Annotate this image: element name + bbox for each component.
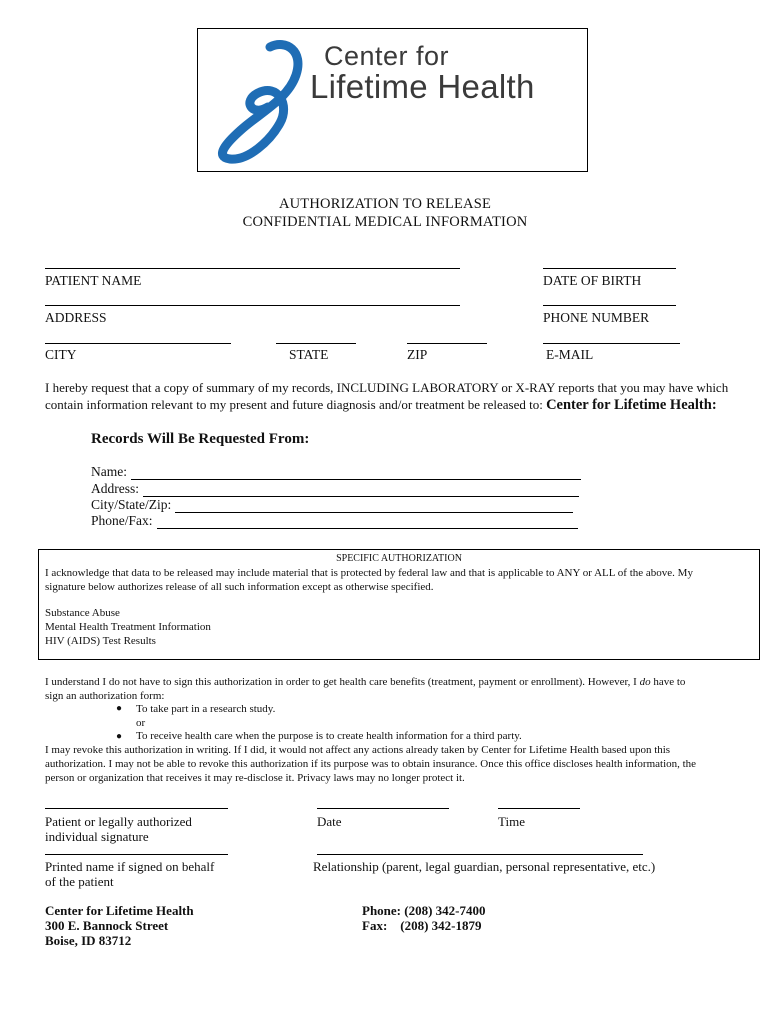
state-label: STATE xyxy=(289,347,329,362)
understanding-line1-part2: have to xyxy=(650,676,686,688)
logo-text-line2: Lifetime Health xyxy=(310,68,535,105)
specific-authorization-heading: SPECIFIC AUTHORIZATION xyxy=(336,553,462,564)
form-title-line2: CONFIDENTIAL MEDICAL INFORMATION xyxy=(242,214,528,230)
auth-item-hiv-test[interactable]: HIV (AIDS) Test Results xyxy=(45,635,156,647)
date-of-birth-line[interactable] xyxy=(543,268,676,269)
zip-label: ZIP xyxy=(407,347,428,362)
address-line[interactable] xyxy=(45,305,460,306)
records-city-field[interactable] xyxy=(175,501,573,513)
records-name-row xyxy=(91,464,581,480)
specific-authorization-line2: signature below authorizes release of all such information except as otherwise specified. xyxy=(45,581,434,593)
patient-signature-label1: Patient or legally authorized xyxy=(45,814,192,829)
understanding-bullet2: To receive health care when the purpose is to create health information for a third party. xyxy=(136,730,522,742)
revoke-line1: I may revoke this authorization in writing. If I did, it would not affect any actions already taken by Center for Lifetime Health based upon this xyxy=(45,744,671,756)
bullet-dot-icon: ● xyxy=(116,703,123,714)
specific-authorization-line1: I acknowledge that data to be released may include material that is protected by federal law and that is applicable to ANY or ALL of the above. My xyxy=(45,567,693,579)
specific-authorization-box xyxy=(38,549,760,660)
city-line[interactable] xyxy=(45,343,231,344)
phone-number-label: PHONE NUMBER xyxy=(543,310,650,325)
understanding-line1 xyxy=(45,675,685,689)
auth-item-substance-abuse[interactable]: Substance Abuse xyxy=(45,607,120,619)
records-name-label: Name: xyxy=(91,464,127,479)
zip-line[interactable] xyxy=(407,343,487,344)
footer-street: 300 E. Bannock Street xyxy=(45,918,169,933)
understanding-line1-part1: I understand I do not have to sign this authorization in order to get health care benefits (treatment, payment or enrollment). However, I xyxy=(45,676,640,688)
patient-signature-label2: individual signature xyxy=(45,829,149,844)
request-recipient: Center for Lifetime Health: xyxy=(546,397,717,413)
records-address-row xyxy=(91,481,579,497)
request-text-body: contain information relevant to my present and future diagnosis and/or treatment be released to: xyxy=(45,397,543,412)
footer-phone: Phone: (208) 342-7400 xyxy=(362,903,486,918)
time-signature-line[interactable] xyxy=(498,808,580,809)
footer-city: Boise, ID 83712 xyxy=(45,933,132,948)
understanding-or: or xyxy=(136,717,146,729)
email-label: E-MAIL xyxy=(546,347,594,362)
understanding-emphasis: do xyxy=(639,676,651,688)
date-label: Date xyxy=(317,814,342,829)
records-section-title: Records Will Be Requested From: xyxy=(91,431,310,447)
date-signature-line[interactable] xyxy=(317,808,449,809)
revoke-line2: authorization. I may not be able to revoke this authorization if its purpose was to obtain insurance. Once this office discloses health information, the xyxy=(45,758,697,770)
records-phone-row xyxy=(91,513,578,529)
date-of-birth-label: DATE OF BIRTH xyxy=(543,273,642,288)
address-label: ADDRESS xyxy=(45,310,107,325)
request-text-line1: I hereby request that a copy of summary of my records, INCLUDING LABORATORY or X-RAY reports that you may have which xyxy=(45,380,729,395)
relationship-line[interactable] xyxy=(317,854,643,855)
records-city-row xyxy=(91,497,573,513)
request-text-line2 xyxy=(45,396,760,414)
printed-name-label2: of the patient xyxy=(45,874,114,889)
auth-item-mental-health[interactable]: Mental Health Treatment Information xyxy=(45,621,211,633)
records-phone-field[interactable] xyxy=(157,517,578,529)
records-name-field[interactable] xyxy=(131,468,581,480)
phone-number-line[interactable] xyxy=(543,305,676,306)
patient-name-line[interactable] xyxy=(45,268,460,269)
footer-fax: Fax: (208) 342-1879 xyxy=(362,918,482,933)
logo-box xyxy=(197,28,588,172)
records-address-label: Address: xyxy=(91,481,139,496)
patient-signature-line[interactable] xyxy=(45,808,228,809)
state-line[interactable] xyxy=(276,343,356,344)
records-phone-label: Phone/Fax: xyxy=(91,513,153,528)
printed-name-line[interactable] xyxy=(45,854,228,855)
understanding-bullet1: To take part in a research study. xyxy=(136,703,276,715)
footer-org-name: Center for Lifetime Health xyxy=(45,903,194,918)
records-address-field[interactable] xyxy=(143,485,579,497)
bullet-dot-icon: ● xyxy=(116,731,123,742)
email-line[interactable] xyxy=(543,343,680,344)
relationship-label: Relationship (parent, legal guardian, personal representative, etc.) xyxy=(313,859,656,874)
logo-text-line1: Center for xyxy=(324,41,450,71)
city-label: CITY xyxy=(45,347,77,362)
time-label: Time xyxy=(498,814,525,829)
patient-name-label: PATIENT NAME xyxy=(45,273,142,288)
records-city-label: City/State/Zip: xyxy=(91,497,172,512)
understanding-line2: sign an authorization form: xyxy=(45,690,165,702)
printed-name-label1: Printed name if signed on behalf xyxy=(45,859,215,874)
revoke-line3: person or organization that receives it may re-disclose it. Privacy laws may no longer protect it. xyxy=(45,772,465,784)
form-title-line1: AUTHORIZATION TO RELEASE xyxy=(278,196,492,212)
